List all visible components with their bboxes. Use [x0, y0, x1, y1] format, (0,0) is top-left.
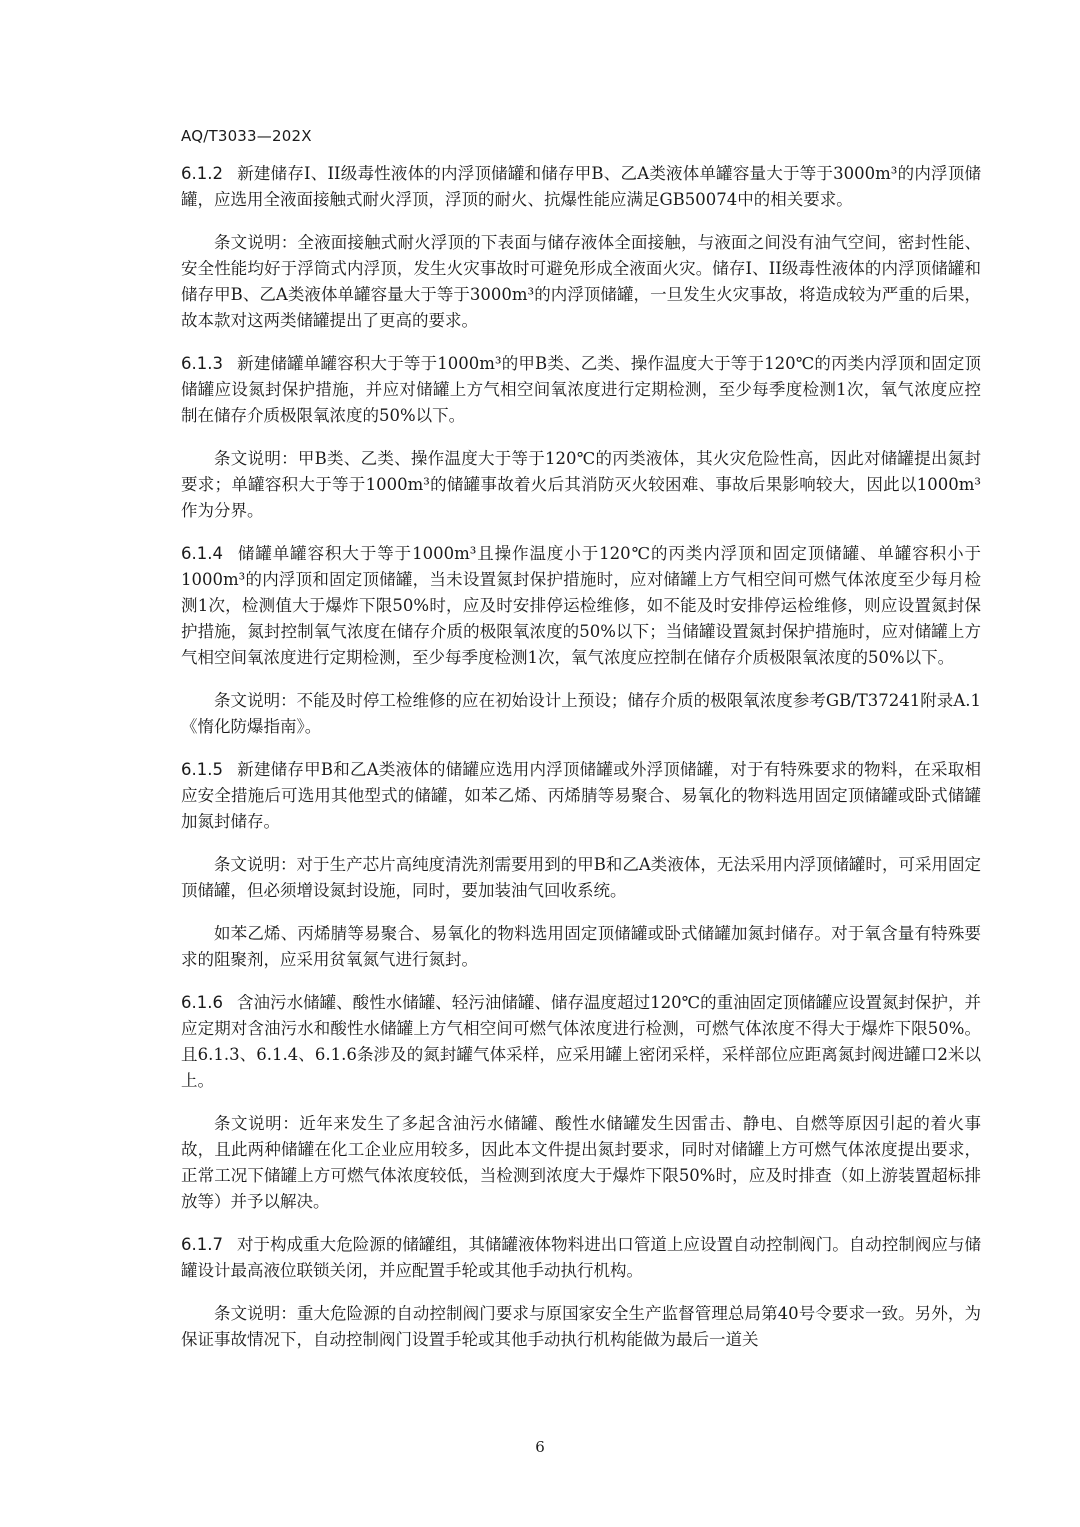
explanation-6-1-5: 条文说明：对于生产芯片高纯度清洗剂需要用到的甲B和乙A类液体，无法采用内浮顶储罐时，可采用固定顶储罐，但必须增设氮封设施，同时，要加装油气回收系统。	[181, 855, 981, 900]
clause-text: 新建储存甲B和乙A类液体的储罐应选用内浮顶储罐或外浮顶储罐，对于有特殊要求的物料，在采取相应安全措施后可选用其他型式的储罐，如苯乙烯、丙烯腈等易聚合、易氧化的物料选用固定顶储罐或卧式储罐加氮封储存。	[181, 760, 981, 831]
document-id-header: AQ/T3033—202X	[181, 127, 312, 145]
explanation-6-1-2: 条文说明：全液面接触式耐火浮顶的下表面与储存液体全面接触，与液面之间没有油气空间，密封性能、安全性能均好于浮筒式内浮顶，发生火灾事故时可避免形成全液面火灾。储存I、II级毒性液体的内浮顶储罐和储存甲B、乙A类液体单罐容量大于等于3000m³的内浮顶储罐，一旦发生火灾事故，将造成较为严重的后果，故本款对这两类储罐提出了更高的要求。	[181, 233, 981, 330]
clause-text: 新建储罐单罐容积大于等于1000m³的甲B类、乙类、操作温度大于等于120℃的丙类内浮顶和固定顶储罐应设氮封保护措施，并应对储罐上方气相空间氧浓度进行定期检测，至少每季度检测1次，氧气浓度应控制在储存介质极限氧浓度的50%以下。	[181, 354, 981, 425]
clause-6-1-7	[181, 1232, 981, 1284]
clause-number: 6.1.5	[181, 760, 223, 779]
clause-6-1-6	[181, 990, 981, 1094]
clause-text: 含油污水储罐、酸性水储罐、轻污油储罐、储存温度超过120℃的重油固定顶储罐应设置氮封保护，并应定期对含油污水和酸性水储罐上方气相空间可燃气体浓度进行检测，可燃气体浓度不得大于爆炸下限50%。且6.1.3、6.1.4、6.1.6条涉及的氮封罐气体采样，应采用罐上密闭采样，采样部位应距离氮封阀进罐口2米以上。	[181, 993, 981, 1090]
clause-number: 6.1.6	[181, 993, 223, 1012]
explanation-6-1-4: 条文说明：不能及时停工检维修的应在初始设计上预设；储存介质的极限氧浓度参考GB/T37241附录A.1《惰化防爆指南》。	[181, 691, 981, 736]
clause-text: 储罐单罐容积大于等于1000m³且操作温度小于120℃的丙类内浮顶和固定顶储罐、单罐容积小于1000m³的内浮顶和固定顶储罐，当未设置氮封保护措施时，应对储罐上方气相空间可燃气体浓度至少每月检测1次，检测值大于爆炸下限50%时，应及时安排停运检维修，如不能及时安排停运检维修，则应设置氮封保护措施，氮封控制氧气浓度在储存介质的极限氧浓度的50%以下；当储罐设置氮封保护措施时，应对储罐上方气相空间氧浓度进行定期检测，至少每季度检测1次，氧气浓度应控制在储存介质极限氧浓度的50%以下。	[181, 544, 981, 667]
clause-number: 6.1.3	[181, 354, 223, 373]
clause-number: 6.1.2	[181, 164, 223, 183]
page-number: 6	[535, 1438, 545, 1456]
clause-text: 新建储存I、II级毒性液体的内浮顶储罐和储存甲B、乙A类液体单罐容量大于等于3000m³的内浮顶储罐，应选用全液面接触式耐火浮顶，浮顶的耐火、抗爆性能应满足GB50074中的相关要求。	[181, 164, 981, 209]
clause-text: 对于构成重大危险源的储罐组，其储罐液体物料进出口管道上应设置自动控制阀门。自动控制阀应与储罐设计最高液位联锁关闭，并应配置手轮或其他手动执行机构。	[181, 1235, 981, 1280]
clause-number: 6.1.7	[181, 1235, 223, 1254]
explanation-6-1-5-continued: 如苯乙烯、丙烯腈等易聚合、易氧化的物料选用固定顶储罐或卧式储罐加氮封储存。对于氧含量有特殊要求的阻聚剂，应采用贫氧氮气进行氮封。	[181, 924, 981, 969]
clause-number: 6.1.4	[181, 544, 223, 563]
clause-6-1-4	[181, 541, 981, 671]
explanation-6-1-3: 条文说明：甲B类、乙类、操作温度大于等于120℃的丙类液体，其火灾危险性高，因此对储罐提出氮封要求；单罐容积大于等于1000m³的储罐事故着火后其消防灭火较困难、事故后果影响较大，因此以1000m³作为分界。	[181, 449, 981, 520]
document-body	[181, 161, 981, 1370]
explanation-6-1-7: 条文说明：重大危险源的自动控制阀门要求与原国家安全生产监督管理总局第40号令要求一致。另外，为保证事故情况下，自动控制阀门设置手轮或其他手动执行机构能做为最后一道关	[181, 1304, 981, 1349]
explanation-6-1-6: 条文说明：近年来发生了多起含油污水储罐、酸性水储罐发生因雷击、静电、自燃等原因引起的着火事故，且此两种储罐在化工企业应用较多，因此本文件提出氮封要求，同时对储罐上方可燃气体浓度提出要求，正常工况下储罐上方可燃气体浓度较低，当检测到浓度大于爆炸下限50%时，应及时排查（如上游装置超标排放等）并予以解决。	[181, 1114, 981, 1211]
clause-6-1-3	[181, 351, 981, 429]
clause-6-1-2	[181, 161, 981, 213]
clause-6-1-5	[181, 757, 981, 835]
